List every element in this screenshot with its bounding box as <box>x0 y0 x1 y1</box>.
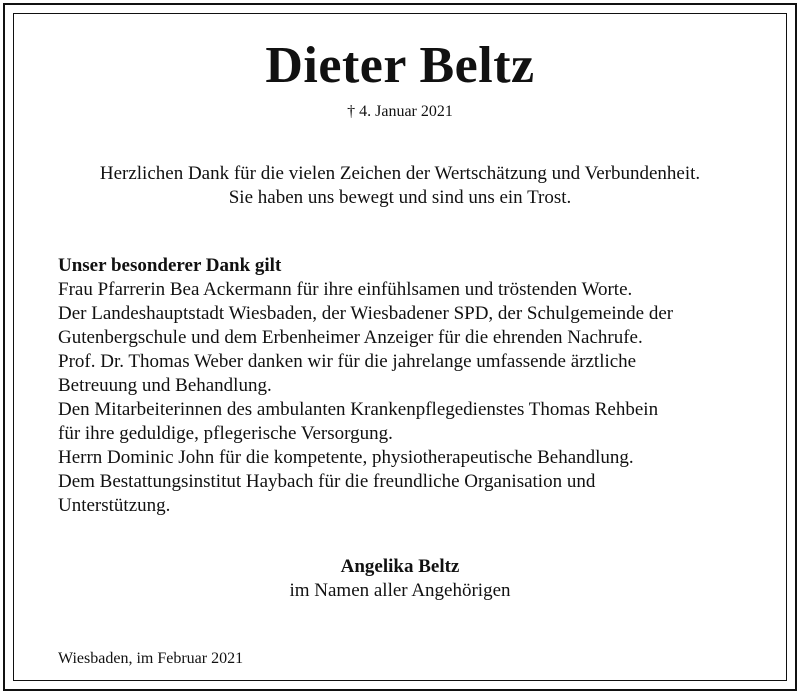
intro-text <box>0 162 800 210</box>
intro-line: Herzlichen Dank für die vielen Zeichen der Wertschätzung und Verbundenheit. <box>99 163 701 184</box>
signature-block <box>0 555 800 603</box>
thanks-line: Der Landeshauptstadt Wiesbaden, der Wiesbadener SPD, der Schulgemeinde der <box>58 303 674 324</box>
signatory-name: Angelika Beltz <box>340 556 460 577</box>
thanks-line: Den Mitarbeiterinnen des ambulanten Krankenpflegedienstes Thomas Rehbein <box>58 399 659 420</box>
thanks-section <box>58 254 758 518</box>
thanks-line: Betreuung und Behandlung. <box>58 375 272 396</box>
thanks-line: Prof. Dr. Thomas Weber danken wir für die jahrelange umfassende ärztliche <box>58 351 637 372</box>
signatory-line: im Namen aller Angehörigen <box>289 580 511 601</box>
thanks-line: Frau Pfarrerin Bea Ackermann für ihre einfühlsamen und tröstenden Worte. <box>58 279 633 300</box>
thanks-heading: Unser besonderer Dank gilt <box>58 255 282 276</box>
thanks-line: Dem Bestattungsinstitut Haybach für die freundliche Organisation und <box>58 471 596 492</box>
thanks-line: Gutenbergschule und dem Erbenheimer Anzeiger für die ehrenden Nachrufe. <box>58 327 643 348</box>
thanks-line: Herrn Dominic John für die kompetente, physiotherapeutische Behandlung. <box>58 447 634 468</box>
death-date: † 4. Januar 2021 <box>347 103 453 120</box>
thanks-line: für ihre geduldige, pflegerische Versorgung. <box>58 423 393 444</box>
deceased-name: Dieter Beltz <box>265 37 535 94</box>
place-date: Wiesbaden, im Februar 2021 <box>58 650 244 667</box>
intro-line: Sie haben uns bewegt und sind uns ein Trost. <box>228 187 572 208</box>
thanks-line: Unterstützung. <box>58 495 171 516</box>
